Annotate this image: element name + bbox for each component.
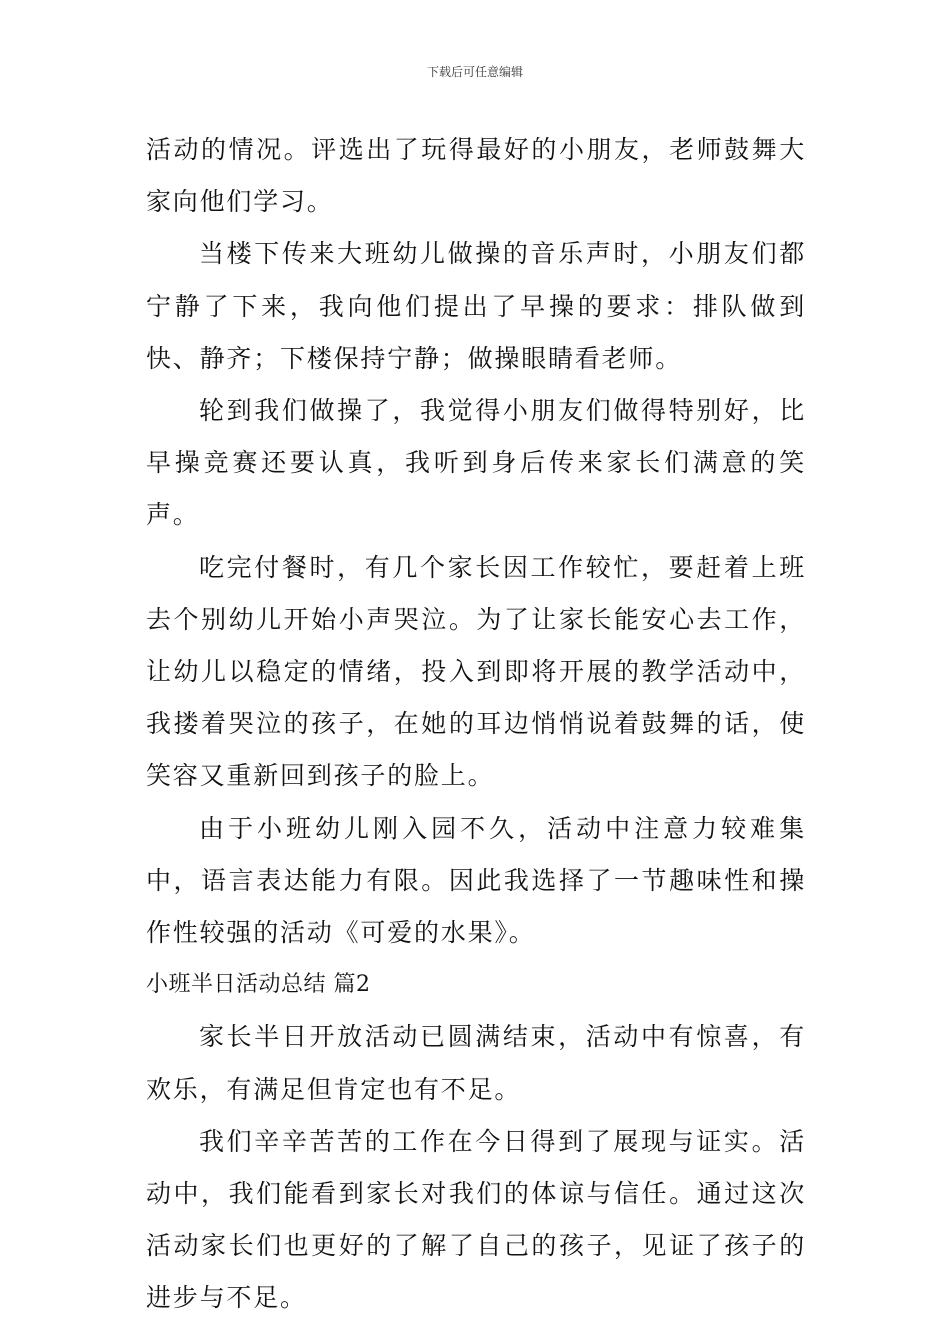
page-header: 下载后可任意编辑: [426, 65, 523, 79]
paragraph: 吃完付餐时，有几个家长因工作较忙，要赶着上班去个别幼儿开始小声哭泣。为了让家长能安心去工作，让幼儿以稳定的情绪，投入到即将开展的教学活动中，我搂着哭泣的孩子，在她的耳边悄悄说着鼓舞的话，使笑容又重新回到孩子的脸上。: [146, 552, 806, 791]
document-body: [146, 124, 806, 1325]
section-heading: 小班半日活动总结 篇2: [146, 972, 371, 998]
paragraph: 轮到我们做操了，我觉得小朋友们做得特别好，比早操竞赛还要认真，我听到身后传来家长们满意的笑声。: [146, 396, 806, 530]
paragraph: 当楼下传来大班幼儿做操的音乐声时，小朋友们都宁静了下来，我向他们提出了早操的要求：排队做到快、静齐；下楼保持宁静；做操眼睛看老师。: [146, 239, 806, 373]
paragraph-continuation: 活动的情况。评选出了玩得最好的小朋友，老师鼓舞大家向他们学习。: [146, 135, 806, 217]
paragraph: 我们辛辛苦苦的工作在今日得到了展现与证实。活动中，我们能看到家长对我们的体谅与信任。通过这次活动家长们也更好的了解了自己的孩子，见证了孩子的进步与不足。: [146, 1126, 806, 1313]
paragraph: 家长半日开放活动已圆满结束，活动中有惊喜，有欢乐，有满足但肯定也有不足。: [146, 1022, 806, 1104]
paragraph: 由于小班幼儿刚入园不久，活动中注意力较难集中，语言表达能力有限。因此我选择了一节趣味性和操作性较强的活动《可爱的水果》。: [146, 813, 806, 948]
